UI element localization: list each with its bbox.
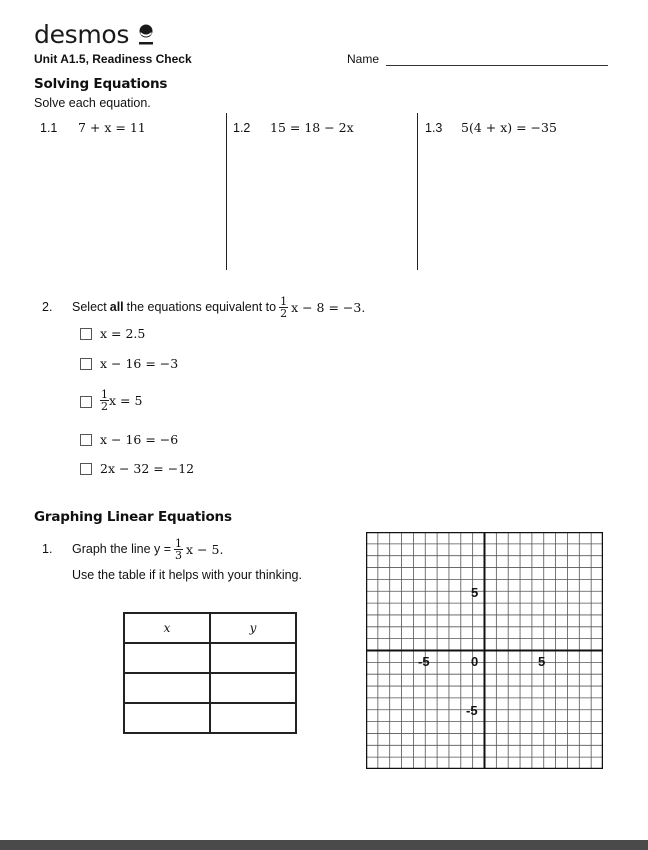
table-row <box>124 643 296 673</box>
prompt-equation: x − 8 = −3. <box>291 299 366 315</box>
coordinate-grid[interactable] <box>366 532 603 769</box>
divider <box>417 113 418 270</box>
name-field[interactable] <box>386 65 608 66</box>
option-label: $\frac{1}{2}$ x = 5 <box>101 387 143 413</box>
section-title-graphing: Graphing Linear Equations <box>34 509 232 525</box>
table-cell[interactable] <box>210 703 296 733</box>
unit-title: Unit A1.5, Readiness Check <box>34 52 192 66</box>
option-label: 2x − 32 = −12 <box>100 461 195 476</box>
prompt-emphasis: all <box>109 300 124 314</box>
option-checkbox[interactable] <box>80 328 92 340</box>
prompt-text: the equations equivalent to <box>126 300 277 314</box>
table-cell[interactable] <box>124 643 210 673</box>
option-checkbox[interactable] <box>80 434 92 446</box>
table-header-x: x <box>124 613 210 643</box>
problem-number: 1.1 <box>40 121 58 135</box>
question-number: 1. <box>42 542 53 556</box>
instruction: Solve each equation. <box>34 96 151 110</box>
tick-label-x-pos: 5 <box>538 654 546 669</box>
table-cell[interactable] <box>210 643 296 673</box>
table-row <box>124 703 296 733</box>
problem-number: 1.3 <box>425 121 443 135</box>
tick-label-y-pos: 5 <box>471 585 479 600</box>
fraction: $\frac{1}{2}$ <box>280 294 288 320</box>
prompt-text: Graph the line y = <box>72 542 172 556</box>
option-checkbox[interactable] <box>80 463 92 475</box>
table-header-y: y <box>210 613 296 643</box>
option-checkbox[interactable] <box>80 396 92 408</box>
name-label: Name <box>347 52 380 66</box>
problem-number: 1.2 <box>233 121 251 135</box>
table-header-row <box>124 613 296 643</box>
question-prompt <box>72 534 223 564</box>
tick-label-x-neg: -5 <box>418 654 430 669</box>
fraction: $\frac{1}{3}$ <box>175 536 183 562</box>
tick-label-y-neg: -5 <box>466 703 478 718</box>
option-checkbox[interactable] <box>80 358 92 370</box>
option-label: x − 16 = −3 <box>100 356 179 371</box>
xy-table <box>123 612 297 734</box>
option-label: x − 16 = −6 <box>100 432 179 447</box>
prompt-text: Select <box>72 300 107 314</box>
table-cell[interactable] <box>124 703 210 733</box>
table-cell[interactable] <box>210 673 296 703</box>
table-row <box>124 673 296 703</box>
desmos-face-icon <box>137 23 155 47</box>
footer-bar <box>0 840 648 850</box>
equation: 7 + x = 11 <box>78 120 146 135</box>
table-cell[interactable] <box>124 673 210 703</box>
prompt-equation: x − 5. <box>186 541 224 557</box>
divider <box>226 113 227 270</box>
equation: 15 = 18 − 2x <box>270 120 354 135</box>
fraction: $\frac{1}{2}$ <box>101 387 108 413</box>
equation: 5(4 + x) = −35 <box>461 120 557 135</box>
section-title-solving: Solving Equations <box>34 76 168 92</box>
option-label: x = 2.5 <box>100 326 146 341</box>
brand-logo: desmos <box>34 20 130 49</box>
tick-label-origin: 0 <box>471 654 479 669</box>
question-number: 2. <box>42 300 53 314</box>
hint: Use the table if it helps with your thinking. <box>72 568 302 582</box>
question-prompt <box>72 292 365 322</box>
